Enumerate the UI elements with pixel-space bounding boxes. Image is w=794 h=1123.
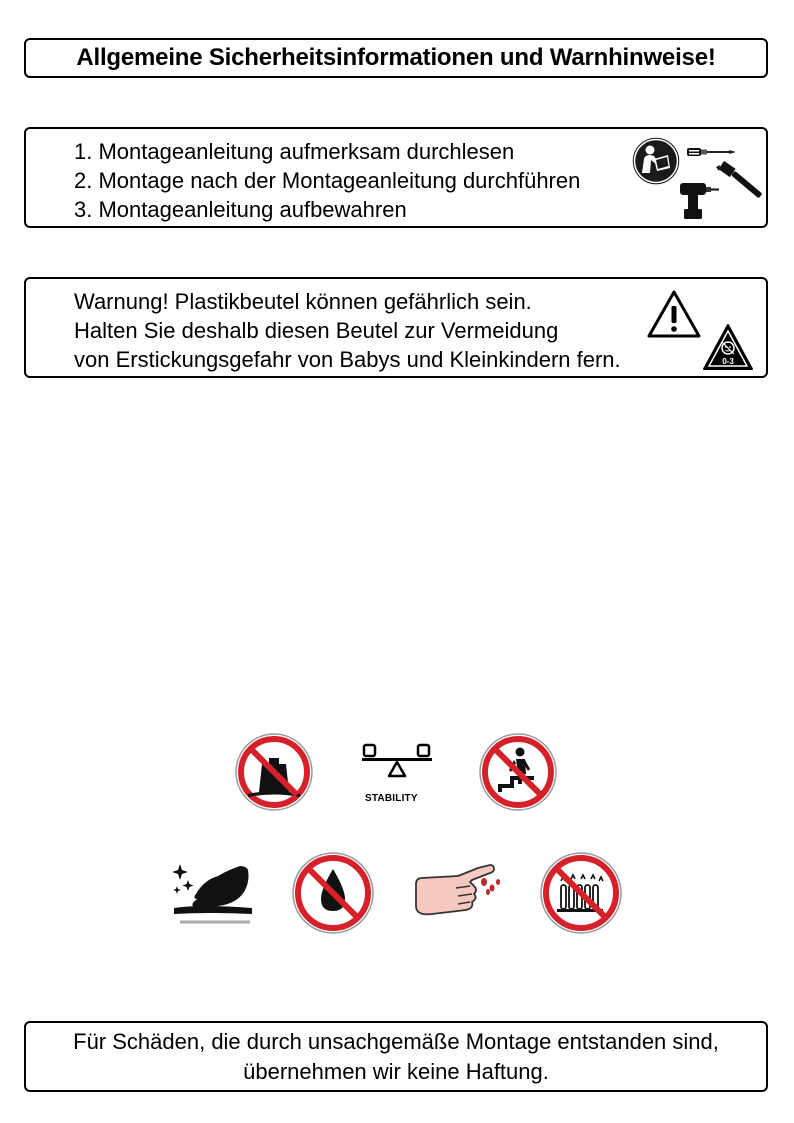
instruction-item: 2. Montage nach der Montageanleitung durchführen (74, 168, 581, 193)
stability-icon (360, 742, 434, 784)
page-title: Allgemeine Sicherheitsinformationen und Warnhinweise! (76, 44, 716, 71)
no-liquids-icon (291, 851, 375, 935)
liability-line: übernehmen wir keine Haftung. (243, 1058, 549, 1084)
wipe-clean-icon (170, 856, 256, 930)
instruction-item: 3. Montageanleitung aufbewahren (74, 197, 407, 222)
cut-finger-icon (412, 860, 504, 922)
warning-line: von Erstickungsgefahr von Babys und Kleinkindern fern. (74, 347, 621, 372)
warning-box (24, 277, 768, 378)
screwdriver-icon (686, 145, 738, 159)
stability-label: STABILITY (365, 793, 418, 804)
warning-line: Warnung! Plastikbeutel können gefährlich sein. (74, 289, 532, 314)
age-label: 0-3 (722, 357, 734, 366)
drill-icon (676, 179, 720, 221)
liability-line: Für Schäden, die durch unsachgemäße Montage entstanden sind, (73, 1028, 719, 1054)
warning-text (74, 287, 621, 374)
title-box (24, 38, 768, 78)
liability-box (24, 1021, 768, 1092)
no-heavy-load-icon (234, 732, 314, 812)
read-manual-icon (630, 135, 682, 187)
instruction-item: 1. Montageanleitung aufmerksam durchlesen (74, 139, 515, 164)
no-climbing-icon (478, 732, 558, 812)
warning-line: Halten Sie deshalb diesen Beutel zur Vermeidung (74, 318, 559, 343)
age-0-3-warning-icon (702, 323, 754, 371)
warning-triangle-icon (646, 289, 702, 339)
no-heat-icon (539, 851, 623, 935)
instructions-box (24, 127, 768, 228)
hammer-icon (716, 161, 762, 205)
instruction-list (74, 137, 580, 224)
